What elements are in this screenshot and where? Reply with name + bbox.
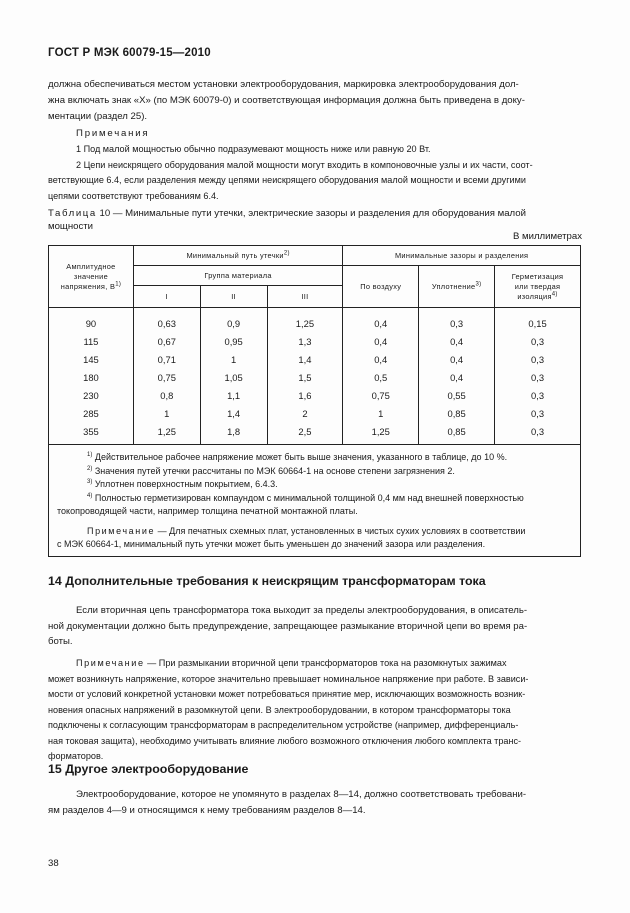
table-cell: 2,5 [267,422,343,445]
text-line: ментации (раздел 25). [48,111,148,122]
text-line: может возникнуть напряжение, которое значительно превышает номинальное напряжение при работе. В зависи- [48,673,529,684]
table-cell: 1,4 [200,404,267,422]
table-cell: 0,4 [419,350,495,368]
footnote: $^{4)}$ Полностью герметизирован компаундом с минимальной толщиной 0,4 мм над внешней поверхностью [87,492,524,503]
notes-block [48,142,581,204]
table-cell: 90 [49,308,134,333]
table-units: В миллиметрах [512,231,582,242]
note-item: 1 Под малой мощностью обычно подразумевают мощность ниже или равную 20 Вт. [76,144,431,154]
table-cell: 145 [49,350,134,368]
table-cell: 1 [133,404,200,422]
table-cell: 1,05 [200,368,267,386]
table-cell: 0,95 [200,332,267,350]
table-caption [48,207,581,233]
text-line: ная токовая защита), необходимо учитывать влияние любого возможного отключения любого комплекта транс- [48,735,522,746]
table-cell: 0,4 [419,332,495,350]
table-cell: 0,4 [343,350,419,368]
col-header-mat-1: I [133,286,200,308]
table-cell: 1,6 [267,386,343,404]
table-cell: 1,3 [267,332,343,350]
text-line: ям разделов 4—9 и относящимся к нему требованиям разделов 8—14. [48,805,366,816]
table-cell: 1 [343,404,419,422]
note-item: цепями соответствуют требованиям 6.4. [48,190,219,201]
table-cell: 0,15 [495,308,581,333]
section-14-paragraph [48,603,581,650]
col-header-material-group: Группа материала [133,266,342,286]
col-header-mat-2: II [200,286,267,308]
table-cell: 0,85 [419,404,495,422]
table-row [49,404,581,422]
section-14-heading: 14 Дополнительные требования к неискрящим трансформаторам тока [48,574,486,588]
table-row [49,368,581,386]
text-line: должна обеспечиваться местом установки электрооборудования, маркировка электрооборудования дол- [48,79,519,90]
text-line: Примечание — При размыкании вторичной цепи трансформаторов тока на разомкнутых зажимах [76,658,507,668]
table-cell: 285 [49,404,134,422]
table-cell: 355 [49,422,134,445]
table-row [49,350,581,368]
text-line: новения опасных напряжений в разомкнутой цепи. В электрооборудовании, в котором трансформаторы тока [48,704,511,715]
table-cell: 0,67 [133,332,200,350]
text-line: ной документации должно быть предупреждение, запрещающее размыкание вторичной цепи во время ра- [48,620,528,632]
note-item: ветствующие 6.4, если разделения между цепями неискрящего оборудования малой мощности и всеми другими [48,175,526,185]
intro-paragraph [48,77,581,125]
table-cell: 0,5 [343,368,419,386]
col-header-mat-3: III [267,286,343,308]
table-cell: 0,71 [133,350,200,368]
text-line: жна включать знак «X» (по МЭК 60079-0) и соответствующая информация должна быть приведена в доку- [48,95,525,106]
section-15-heading: 15 Другое электрооборудование [48,762,249,776]
table-cell: 2 [267,404,343,422]
table-cell: 0,63 [133,308,200,333]
table-row [49,332,581,350]
table-cell: 180 [49,368,134,386]
table-cell: 0,3 [495,350,581,368]
table-cell: 0,9 [200,308,267,333]
table-cell: 0,3 [495,386,581,404]
table-cell: 1,25 [133,422,200,445]
table-footnotes [49,445,581,557]
table-cell: 1 [200,350,267,368]
text-line: боты. [48,636,73,647]
table-row [49,422,581,445]
table-cell: 0,85 [419,422,495,445]
col-header-hermetic: Герметизация или твердая изоляция$^{4)}$ [495,266,581,308]
footnote: $^{3)}$ Уплотнен поверхностным покрытием, 6.4.3. [87,479,278,489]
table-row [49,308,581,333]
footnote-continuation: токопроводящей части, например толщина печатной монтажной платы. [57,506,358,516]
document-header: ГОСТ Р МЭК 60079-15—2010 [48,47,211,59]
table-cell: 0,4 [419,368,495,386]
table-cell: 230 [49,386,134,404]
text-line: мости от условий конкретной установки может потребоваться принятие мер, исключающих возможность возник- [48,689,526,699]
col-header-seal: Уплотнение$^{3)}$ [419,266,495,308]
table-cell: 0,55 [419,386,495,404]
text-line: подключены к согласующим трансформаторам в распределительном устройстве (например, дифференциаль- [48,720,519,730]
table-cell: 0,75 [133,368,200,386]
table-cell: 0,8 [133,386,200,404]
clearance-table [48,245,581,557]
table-cell: 0,3 [419,308,495,333]
table-cell: 1,8 [200,422,267,445]
footnote: $^{2)}$ Значения путей утечки рассчитаны по МЭК 60664-1 на основе степени загрязнения 2. [87,465,455,476]
section-15-paragraph [48,787,581,819]
table-cell: 0,3 [495,404,581,422]
text-line: форматоров. [48,751,104,761]
table-cell: 1,4 [267,350,343,368]
table-note: Примечание — Для печатных схемных плат, установленных в чистых сухих условиях в соответствии [87,525,526,536]
table-caption-text: мощности [48,221,94,232]
text-line: Если вторичная цепь трансформатора тока выходит за пределы электрооборудования, в описатель- [76,605,528,616]
table-caption-word: Таблица [48,208,97,219]
table-cell: 115 [49,332,134,350]
section-14-note [48,656,581,765]
table-cell: 1,5 [267,368,343,386]
notes-title: Примечания [76,128,150,139]
footnote: $^{1)}$ Действительное рабочее напряжение может быть выше значения, указанного в таблице, до 10 %. [87,452,508,462]
note-item: 2 Цепи неискрящего оборудования малой мощности могут входить в компоновочные узлы и их части, соот- [76,159,533,170]
col-header-air: По воздуху [343,266,419,308]
table-cell: 0,3 [495,368,581,386]
table-cell: 0,3 [495,332,581,350]
page-number: 38 [48,858,59,869]
table-cell: 0,4 [343,332,419,350]
table-cell: 1,1 [200,386,267,404]
table-cell: 0,3 [495,422,581,445]
table-cell: 1,25 [267,308,343,333]
table-note: с МЭК 60664-1, минимальный путь утечки может быть уменьшен до значений зазора или разделения. [57,539,486,549]
table-cell: 0,4 [343,308,419,333]
table-row [49,386,581,404]
text-line: Электрооборудование, которое не упомянуто в разделах 8—14, должно соответствовать требовани- [76,789,527,800]
col-header-clearances: Минимальные зазоры и разделения [343,246,581,266]
table-cell: 1,25 [343,422,419,445]
col-header-voltage: Амплитудное значение напряжения, $В^{1)}$ [49,246,134,308]
table-caption-text: 10 — Минимальные пути утечки, электрические зазоры и разделения для оборудования малой [96,208,526,219]
table-cell: 0,75 [343,386,419,404]
col-header-creepage: Минимальный путь утечки$^{2)}$ [133,246,342,266]
